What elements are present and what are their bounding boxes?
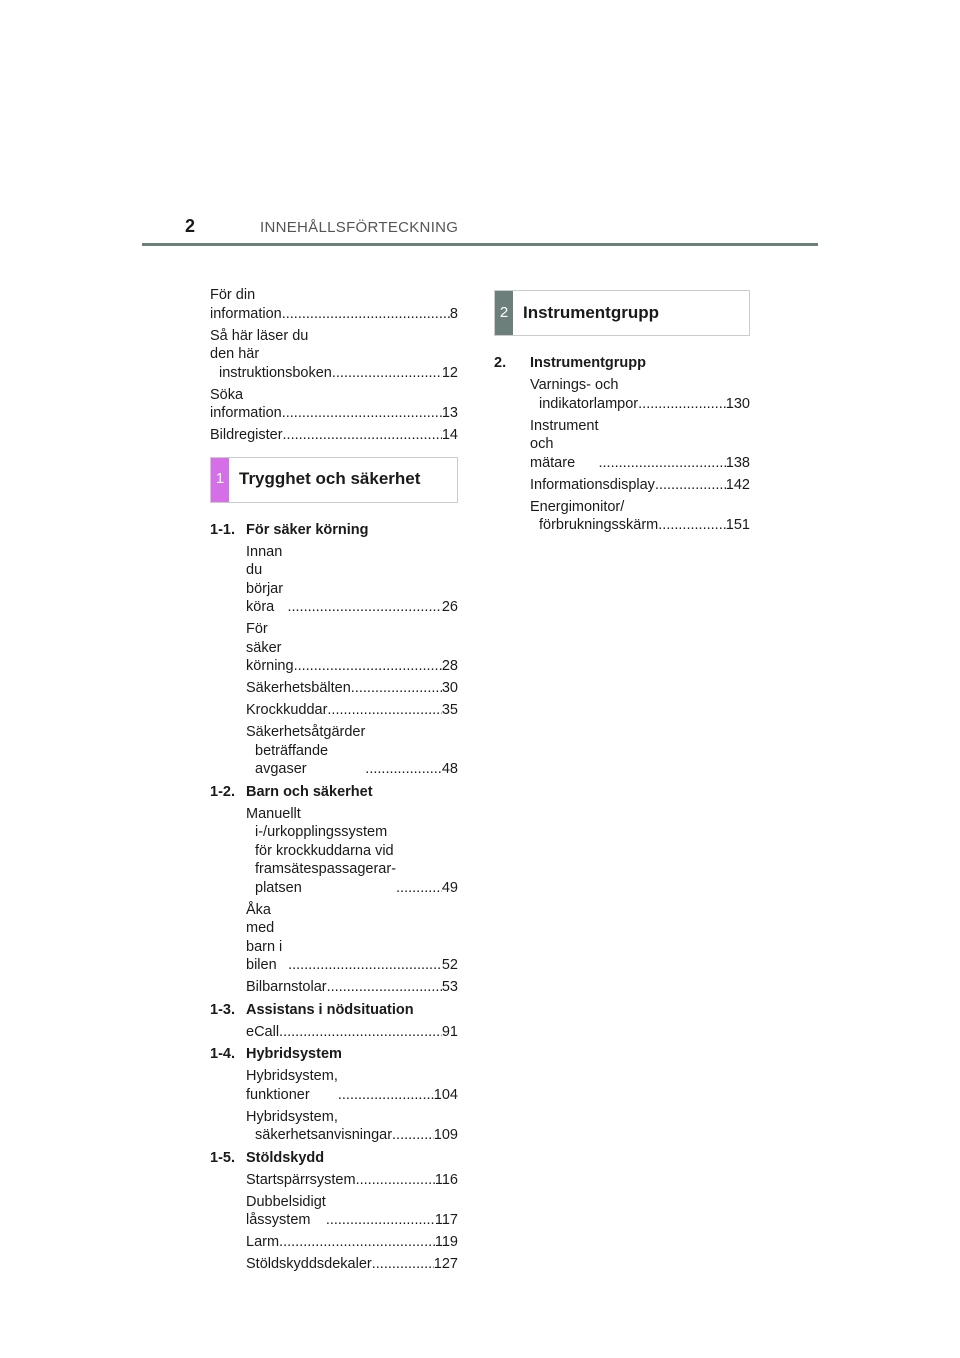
page-ref: 119 — [434, 1234, 458, 1250]
page-ref: 109 — [433, 1127, 458, 1143]
toc-entry[interactable]: Varnings- och indikatorlampor ..... 130 — [494, 376, 750, 413]
toc-entry[interactable]: Innan du börjar köra ..... 26 — [210, 543, 458, 617]
page-ref: 91 — [441, 1023, 458, 1040]
toc-entry[interactable]: Söka information ..... 13 — [210, 386, 458, 423]
page-ref: 49 — [441, 879, 458, 896]
toc-entry[interactable]: eCall ..... 91 — [210, 1023, 458, 1042]
page-ref: 35 — [441, 702, 458, 718]
toc-entry[interactable]: Bilbarnstolar ..... 53 — [210, 978, 458, 997]
page-ref: 13 — [441, 405, 458, 421]
section-header-2[interactable] — [494, 290, 750, 336]
toc-entry[interactable]: Informationsdisplay ..... 142 — [494, 476, 750, 495]
toc-right-column — [494, 290, 750, 538]
toc-entry[interactable]: Åka med barn i bilen ..... 52 — [210, 901, 458, 975]
page-ref: 48 — [441, 761, 458, 777]
subsection-heading[interactable]: 2. Instrumentgrupp — [494, 355, 646, 371]
section-number-tab: 1 — [211, 458, 229, 502]
page-ref: 127 — [433, 1256, 458, 1272]
section-header-1[interactable] — [210, 457, 458, 503]
header-rule — [142, 243, 818, 246]
section-number-tab: 2 — [495, 291, 513, 335]
page-ref: 130 — [725, 395, 750, 412]
toc-entry[interactable]: Energimonitor/ förbrukningsskärm ..... 151 — [494, 498, 750, 535]
subsection-heading[interactable]: 1-1. För säker körning — [210, 521, 369, 538]
toc-entry[interactable]: Larm ..... 119 — [210, 1233, 458, 1252]
toc-entry[interactable]: Dubbelsidigt låssystem ..... 117 — [210, 1193, 458, 1230]
page-ref: 151 — [725, 517, 750, 533]
page-ref: 53 — [441, 979, 458, 995]
toc-entry[interactable]: Hybridsystem, säkerhetsanvisningar ..... 109 — [210, 1108, 458, 1145]
subsection-heading[interactable]: 1-5. Stöldskydd — [210, 1149, 325, 1166]
toc-entry[interactable]: Bildregister ..... 14 — [210, 426, 458, 445]
toc-left-column — [210, 286, 458, 1277]
toc-entry[interactable]: Krockkuddar ..... 35 — [210, 701, 458, 720]
page-ref: 116 — [434, 1171, 458, 1188]
page-header-title: INNEHÅLLSFÖRTECKNING — [260, 219, 459, 236]
toc-entry[interactable]: Så här läser du den här instruktionsboken ..... 12 — [210, 327, 458, 383]
page-ref: 14 — [441, 427, 458, 443]
page-ref: 26 — [441, 599, 458, 615]
page-ref: 28 — [441, 658, 458, 674]
page-ref: 138 — [725, 454, 750, 471]
page-number: 2 — [185, 216, 196, 236]
page-ref: 117 — [434, 1212, 458, 1228]
toc-entry[interactable]: För säker körning ..... 28 — [210, 620, 458, 676]
toc-entry[interactable]: Startspärrsystem ..... 116 — [210, 1171, 458, 1190]
page-ref: 12 — [441, 364, 458, 381]
subsection-heading[interactable]: 1-3. Assistans i nödsituation — [210, 1001, 414, 1018]
toc-entry[interactable]: Instrument och mätare ..... 138 — [494, 417, 750, 473]
toc-entry[interactable]: Stöldskyddsdekaler ..... 127 — [210, 1255, 458, 1274]
toc-entry[interactable]: Säkerhetsbälten ..... 30 — [210, 679, 458, 698]
page-ref: 8 — [449, 305, 458, 322]
toc-entry[interactable]: Manuellt i-/urkopplingssystem för krockkuddarna vid framsätespassagerar- platsen ..... 49 — [210, 805, 458, 898]
section-title: Trygghet och säkerhet — [239, 469, 421, 489]
page-ref: 104 — [433, 1086, 458, 1103]
subsection-heading[interactable]: 1-2. Barn och säkerhet — [210, 783, 373, 800]
toc-entry[interactable]: Säkerhetsåtgärder beträffande avgaser ..... 48 — [210, 723, 458, 779]
page-ref: 142 — [725, 476, 750, 493]
page-ref: 52 — [441, 957, 458, 973]
page-ref: 30 — [441, 680, 458, 696]
section-title: Instrumentgrupp — [523, 302, 659, 322]
toc-entry[interactable]: Hybridsystem, funktioner ..... 104 — [210, 1067, 458, 1104]
toc-entry[interactable]: För din information ..... 8 — [210, 286, 458, 323]
subsection-heading[interactable]: 1-4. Hybridsystem — [210, 1046, 342, 1062]
